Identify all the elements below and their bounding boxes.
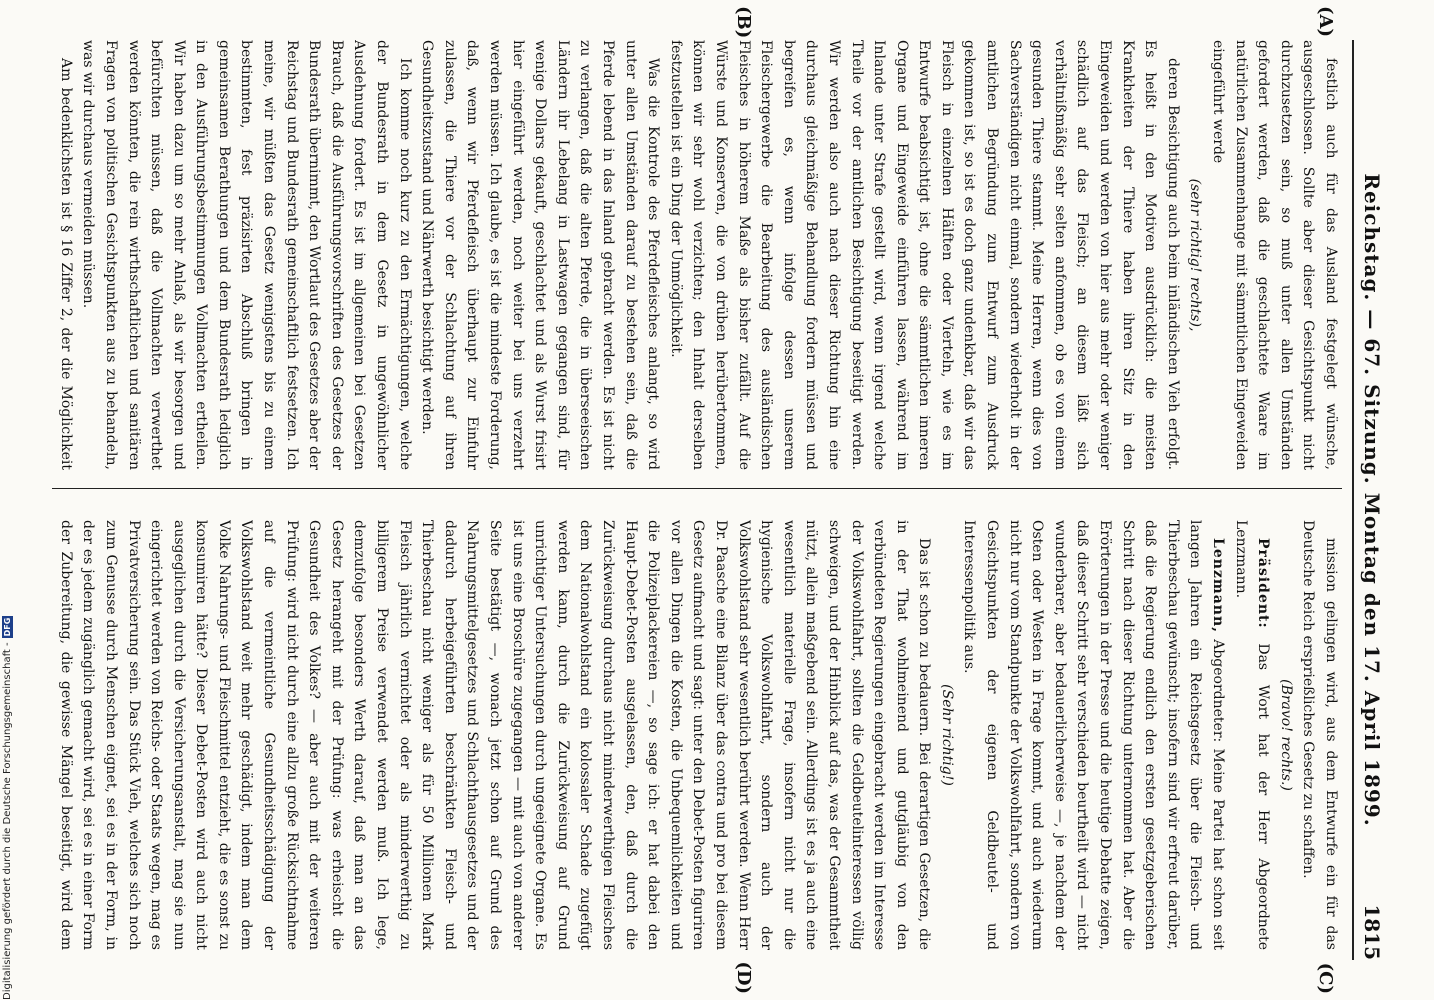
margin-marker-d: (D) bbox=[733, 961, 754, 994]
speech-text: Abgeordneter: Meine Partei hat schon seit langen Jahren ein Reichsgesetz über die Fleisch- und Thierbeschau gewünscht; insofern sind wir erfreut darüber, daß die Regierung endlich den ersten gesetzgeberischen Schritt nach dieser Richtung unternommen hat. Aber die Erörterungen in der Presse und die heutige Debatte zeigen, daß dieser Schritt sehr verschieden beurtheilt wird — nicht wunderbarer, aber bedauerlicherweise —, je nachdem der Osten oder Westen in Frage kommt, und auch wiederum nicht nur vom Standpunkte der Volkswohlfahrt, sondern von Gesichtspunkten der eigenen Geldbeutel- und Interessenpolitik aus. bbox=[961, 520, 1227, 950]
paragraph: deren Besichtigung auch beim inländischen Vieh erfolgt. Es heißt in den Motiven ausdrücklich: die meisten Krankheiten der Thiere haben ihren Sitz in den Eingeweiden und werden von hier aus mehr oder weniger schädlich auf das Fleisch; an diesem läßt sich verhältnißmäßig sehr selten anfommen, ob es von einem gesunden Thiere stammt. Meine Herren, wenn dies von Sachverständigen nicht einmal, sondern wiederholt in der amtlichen Begründung zum Entwurf zum Ausdruck gekommen ist, so ist es doch ganz undenkbar, daß wir das Fleisch in einzelnen Hälften oder Vierteln, wie es im Entwurfe beabsichtigt ist, ohne die sämmtlichen inneren Organe und Eingeweide einführen lassen, während im Inlande unter Strafe gestellt wird, wenn irgend welche Theile vor der amtlichen Besichtigung beseitigt werden. Wir werden also auch nach dieser Richtung hin eine durchaus gleichmäßige Behandlung fordern müssen und begreifen es, wenn infolge dessen unserem Fleischergewerbe die Bearbeitung des ausländischen Fleisches in höherem Maße als bisher zufällt. Auf die Würste und Konserven, die von drüben herübertommen, können wir sehr wohl verzichten; den Inhalt derselben festzustellen ist ein Ding der Unmöglichkeit. bbox=[667, 40, 1181, 470]
speaker-paragraph bbox=[958, 520, 1229, 950]
column-divider bbox=[52, 488, 1342, 489]
paragraph: Am bedenklichsten ist § 16 Ziffer 2, der die Möglichkeit bbox=[57, 58, 74, 470]
page-header bbox=[1352, 40, 1394, 960]
paragraph: mission gelingen wird, aus dem Entwurfe ein für das Deutsche Reich ersprießliches Gesetz zu schaffen. bbox=[1300, 520, 1339, 950]
digitization-credit bbox=[2, 616, 13, 1000]
dfg-logo: DFG bbox=[3, 617, 12, 637]
speaker-name: Präsident: bbox=[1255, 538, 1272, 629]
speaker-name: Lenzmann, bbox=[1210, 538, 1227, 633]
speech-text: Das Wort hat der Herr Abgeordnete Lenzmann. bbox=[1232, 520, 1272, 950]
margin-marker-a: (A) bbox=[1315, 6, 1336, 37]
right-column bbox=[52, 520, 1342, 950]
left-column bbox=[52, 40, 1342, 470]
paragraph: Das ist schon zu bedauern. Bei derartigen Gesetzen, die in der That wohlmeinend und gutgläubig von den verbündeten Regierungen eingebracht werden im Interesse der Volkswohlfahrt, sollten die Geldbeutelinteressen völlig schweigen, und der Hinblick auf das, was der Gesammtheit nützt, allein maßgebend sein. Allerdings ist es ja auch eine wesentlich materielle Frage, insofern nicht nur die hygienische Volkswohlfahrt, sondern auch der Volkswohlstand sehr wesentlich berührt werden. Wenn Herr Dr. Paasche eine Bilanz über das contra und pro bei diesem Gesetz aufmacht und sagt: unter den Debet-Posten figuriren vor allen Dingen die Kosten, die Unbequemlichkeiten und die Polizeiplackereien —, so sage ich: er hat dabei den Haupt-Debet-Posten ausgelassen, den, daß durch die Zurückweisung durchaus nicht minderwerthigen Fleisches dem Nationalwohlstand ein kolossaler Schade zugefügt werden kann, durch die Zurückweisung auf Grund unrichtiger Untersuchungen durch ungeeignete Organe. Es ist uns eine Broschüre zugegangen — mit auch von anderer Seite bestätigt —, wonach jetzt schon auf Grund des Nahrungsmittelgesetzes und Schlachthausgesetzes und der dadurch herbeigeführten beschränkten Fleisch- und Thierbeschau nicht weniger als für 50 Millionen Mark Fleisch jährlich vernichtet oder als minderwerthig zu billigerem Preise verwendet werden muß. Ich lege, demzufolge besonders Werth darauf, daß man an das Gesetz herangeht mit der Prüfung: was erheischt die Gesundheit des Volkes? — aber auch mit der weiteren Prüfung: wird nicht durch eine allzu große Rücksichtnahme auf die vermeintliche Gesundheitsschädigung der Volkswohlstand weit mehr geschädigt, indem man dem Volke Nahrungs- und Fleischmittel entzieht, die es sonst zu konsumiren hätte? Dieser Debet-Posten wird auch nicht ausgeglichen durch die Versicherungsanstalt, mag sie nun eingerichtet werden von Reichs- oder Staats wegen, mag es Privatversicherung sein. Das Stück Vieh, welches sich noch zum Genusse durch Menschen eignet, sei es in der Form, in der es jedem zugänglich gemacht wird, sei es in einer Form der Zubereitung, die gewisse Mängel beseitigt, wird dem bbox=[57, 520, 933, 950]
page-number: 1815 bbox=[1360, 904, 1384, 960]
paragraph: Ich komme noch kurz zu den Ermächtigungen, welche der Bundesrath in dem Gesetz in ungewöhnlicher Ausdehnung fordert. Es ist im allgemeinen bei Gesetzen Brauch, daß die Ausführungsvorschriften des Gesetzes der Bundesrath übernimmt, den Wortlaut des Gesetzes aber der Reichstag und Bundesrath gemeinschaftlich festsetzen. Ich meine, wir müßten das Gesetz wenigstens bis zu einem bestimmten, fest präzisirten Abschluß bringen in gemeinsamen Berathungen und dem Bundesrath lediglich in den Ausführungsbestimmungen Vollmachten ertheilen. Wir haben dazu um so mehr Anlaß, als wir besorgen und befürchten müssen, daß die Vollmachten verwerthet werden könnten, die rein wirthschaftlichen und sanitären Fragen von politischen Gesichtspunkten aus zu behandeln, was wir durchaus vermeiden müssen. bbox=[80, 40, 413, 470]
paragraph: Was die Kontrole des Pferdefleisches anlangt, so wird unter allen Umständen darauf zu bestehen sein, daß die Pferde lebend in das Inland gebracht werden. Es ist nicht zu verlangen, daß die alten Pferde, die in überseeischen Ländern ihr Lebelang in Lastwagen gegangen sind, für wenige Dollars gekauft, geschlachtet und als Wurst frisirt hier eingeführt werden, noch weiter bei uns verzehrt werden müssen. Ich glaube, es ist die mindeste Forderung, daß, wenn wir Pferdefleisch überhaupt zur Einfuhr zulassen, die Thiere vor der Schlachtung auf ihren Gesundheitszustand und Nährwerth besichtigt werden. bbox=[419, 40, 662, 470]
speaker-paragraph bbox=[1229, 520, 1274, 950]
credit-text: Digitalisierung gefördert durch die Deutsche Forschungsgemeinschaft - bbox=[2, 642, 13, 1000]
margin-marker-c: (C) bbox=[1315, 962, 1336, 994]
interjection: (Bravo! rechts.) bbox=[1277, 679, 1294, 791]
page-title: Reichstag. — 67. Sitzung. Montag den 17. April 1899. bbox=[1360, 173, 1384, 827]
interjection: (Sehr richtig!) bbox=[938, 684, 955, 786]
paragraph: festlich auch für das Ausland festgelegt wünsche, ausgeschlossen. Sollte aber dieser Gesichtspunkt nicht durchzusetzen sein, so muß unter allen Umständen gefordert werden, daß die geschlachtete Waare im natürlichen Zusammenhange mit sämmtlichen Eingeweiden eingeführt werde bbox=[1210, 40, 1339, 470]
interjection: (sehr richtig! rechts), bbox=[1187, 178, 1204, 332]
margin-marker-b: (B) bbox=[733, 6, 754, 39]
